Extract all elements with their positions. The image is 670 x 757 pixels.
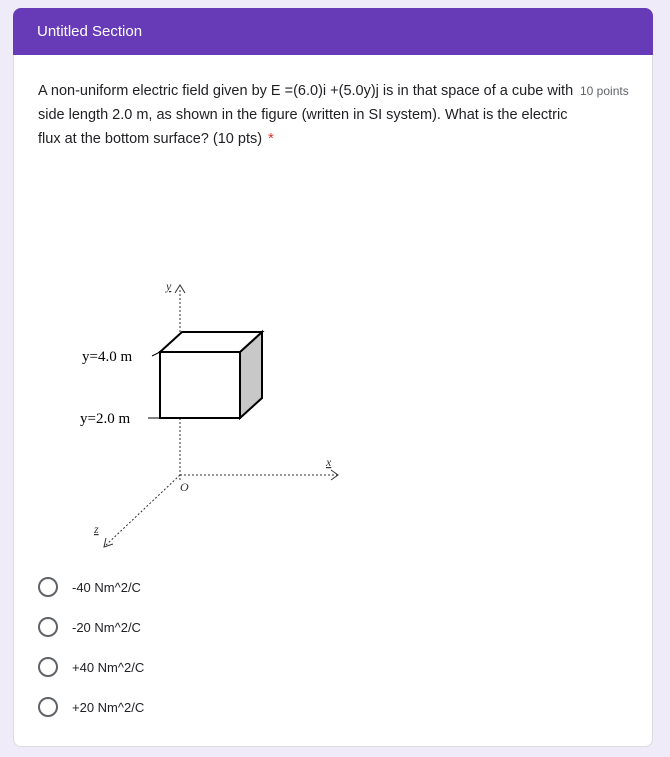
label-y-4: y=4.0 m (82, 349, 133, 365)
question-card (13, 55, 653, 747)
required-asterisk: * (268, 131, 274, 147)
radio-button-1[interactable] (38, 577, 58, 597)
question-text: A non-uniform electric field given by E =(6.0)i +(5.0y)j is in that space of a cube with side length 2.0 m, as shown in the figure (written in SI system). What is the electric flux at the bottom surface? (10 pts) (38, 83, 574, 147)
radio-button-4[interactable] (38, 697, 58, 717)
label-y-2: y=2.0 m (80, 411, 131, 427)
option-3[interactable] (38, 647, 144, 687)
z-axis-line (106, 475, 180, 545)
option-label-4: +20 Nm^2/C (72, 699, 145, 715)
origin-label: O (180, 480, 189, 494)
option-label-1: -40 Nm^2/C (72, 579, 141, 595)
z-axis-label: z (94, 522, 99, 536)
x-axis-label: x (326, 455, 332, 469)
section-title: Untitled Section (37, 23, 143, 40)
option-1[interactable] (38, 567, 144, 607)
option-2[interactable] (38, 607, 144, 647)
radio-button-2[interactable] (38, 617, 58, 637)
option-label-2: -20 Nm^2/C (72, 619, 141, 635)
y-axis-label: y (166, 279, 172, 293)
section-header (13, 8, 653, 55)
radio-button-3[interactable] (38, 657, 58, 677)
tick-top (152, 352, 160, 356)
option-4[interactable] (38, 687, 144, 727)
points-label: 10 points (580, 84, 629, 98)
options-list (38, 567, 144, 727)
option-label-3: +40 Nm^2/C (72, 659, 145, 675)
cube-figure (54, 220, 354, 536)
question-title (38, 79, 574, 151)
cube-front-face (160, 352, 240, 418)
